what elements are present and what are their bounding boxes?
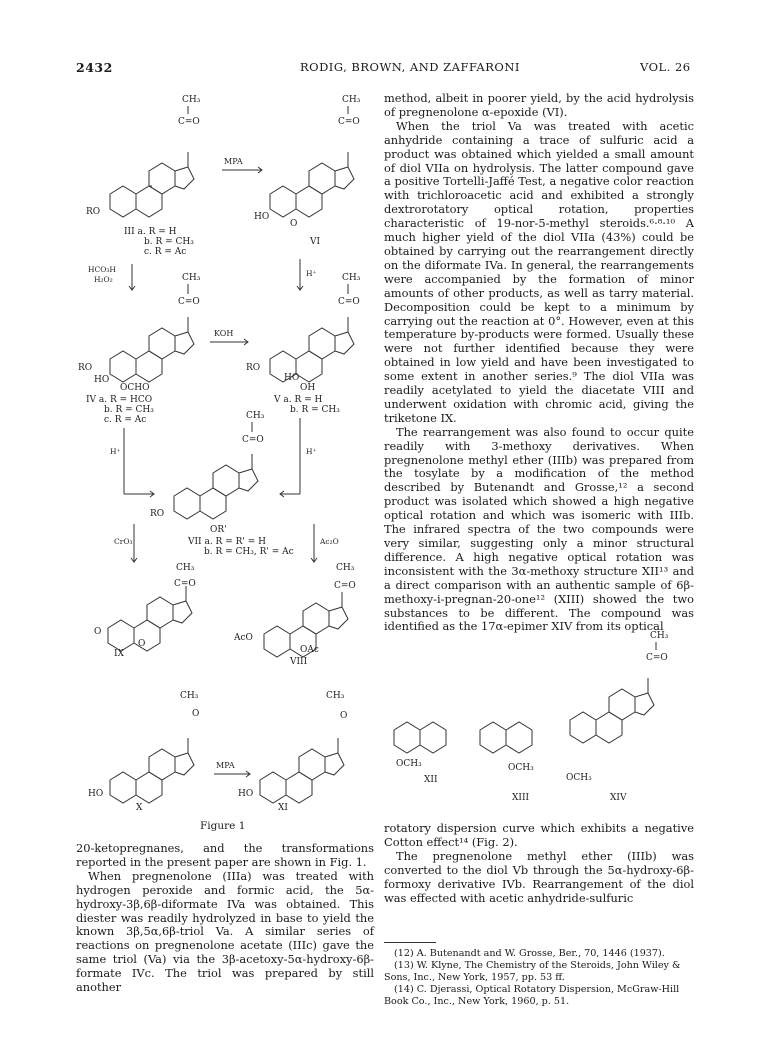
structures-XII-XIV bbox=[384, 620, 694, 820]
oac-label-VIII: OAc bbox=[300, 645, 319, 655]
structure-IX bbox=[108, 586, 192, 651]
label-Vb: b. R = CH₃ bbox=[290, 405, 340, 415]
paragraph: rotatory dispersion curve which exhibits a negative Cotton effect¹⁴ (Fig. 2). bbox=[384, 821, 694, 849]
ro-label-VII: RO bbox=[150, 509, 165, 519]
co-label-VII: C=O bbox=[242, 435, 264, 445]
label-IIIc: c. R = Ac bbox=[144, 247, 187, 257]
o-label-VI: O bbox=[290, 219, 298, 229]
paragraph: When the triol Va was treated with acetic anhydride containing a trace of sulfuric acid a product was obtained which yielded a small amount of diol VIIa on hydrolysis. The latter compound gave a positive Tortelli-Jaffé Test, a negative color reaction with trichloroacetic acid and exhibited a strongly dextrorotatory optical rotation, properties characteristic of 19-nor-5-methyl steroids.⁶·⁸·¹⁰ A much higher yield of the diol VIIa (43%) could be obtained by carrying out the rearrangement directly on the diformate IVa. In general, the rearrangements were accompanied by the formation of minor amounts of other products, as well as tarry material. Decomposition could be kept to a minimum by carrying out the reaction at 0°. However, even at this temperature by-products were formed. Usually these were not further identified because they were obtained in low yield and have been investigated to some extent in another series.⁹ The diol VIIa was readily acetylated to yield the diacetate VIII and underwent oxidation with chromic acid, giving the triketone IX. bbox=[384, 118, 694, 425]
och3-label-XIV: OCH₃ bbox=[566, 773, 592, 783]
footnote: (13) W. Klyne, The Chemistry of the Steroids, John Wiley & Sons, Inc., New York, 1957, pp. 53 ff. bbox=[384, 960, 681, 983]
ho-label-V: HO bbox=[284, 373, 300, 383]
ho-label-IV: HO bbox=[94, 375, 110, 385]
structure-III bbox=[110, 152, 194, 217]
paragraph: The rearrangement was also found to occur quite readily with 3-methoxy derivatives. When pregnenolone methyl ether (IIIb) was prepared from the tosylate by a modification of the method described by Butenandt and Grosse,¹² a second product was isolated which showed a high negative optical rotation and which was isomeric with IIIb. The infrared spectra of the two compounds were very similar, suggesting only a minor structural difference. A high negative optical rotation was inconsistent with the 3α-methoxy structure XII¹³ and a direct comparison with an authentic sample of 6β-methoxy-i-pregnan-20-one¹² (XIII) showed the two substances to be different. The compound was identified as the 17α-epimer XIV from its optical bbox=[384, 424, 694, 634]
ro-label-V: RO bbox=[246, 363, 261, 373]
paragraph: The pregnenolone methyl ether (IIIb) was converted to the diol Vb through the 5α-hydroxy-6β-formoxy derivative IVb. Rearrangement of the diol was effected with acetic anhydride-sulfuric bbox=[384, 848, 694, 905]
co-label-III: C=O bbox=[178, 117, 200, 127]
figure-1-scheme bbox=[74, 84, 374, 814]
label-IIIb: b. R = CH₃ bbox=[144, 237, 194, 247]
o-label-X: O bbox=[192, 709, 200, 719]
structure-XII bbox=[394, 722, 446, 753]
ho-label-VI: HO bbox=[254, 212, 270, 222]
ro-label-III: RO bbox=[86, 207, 101, 217]
ro-label-IV: RO bbox=[78, 363, 93, 373]
ch3-label-X: CH₃ bbox=[180, 691, 199, 701]
figure-caption: Figure 1 bbox=[200, 820, 246, 832]
label-XII: XII bbox=[424, 775, 438, 785]
hco3h-label: HCO₃H bbox=[88, 265, 116, 274]
structure-XIII bbox=[480, 722, 532, 753]
aco-label-VIII: AcO bbox=[234, 633, 253, 643]
ho-label-X: HO bbox=[88, 789, 104, 799]
h2o2-label: H₂O₂ bbox=[94, 275, 113, 284]
och3-label-XIII: OCH₃ bbox=[508, 763, 534, 773]
ch3-label-IV: CH₃ bbox=[182, 273, 201, 283]
mpa-label-2: MPA bbox=[216, 761, 235, 770]
label-X: X bbox=[136, 803, 143, 813]
structure-V bbox=[270, 317, 354, 382]
right-column-text bbox=[384, 92, 694, 634]
ch3-label-XIV: CH₃ bbox=[650, 631, 669, 641]
cro3-label: CrO₃ bbox=[114, 537, 133, 546]
left-bottom-text bbox=[76, 842, 374, 995]
label-IV: IV a. R = HCO bbox=[86, 395, 153, 405]
footnotes bbox=[384, 948, 694, 1008]
o-label-IX-2: O bbox=[138, 639, 146, 649]
label-V: V a. R = H bbox=[274, 395, 323, 405]
ch3-label-III: CH₃ bbox=[182, 95, 201, 105]
hplus-label-3: H⁺ bbox=[306, 447, 317, 456]
mpa-label-1: MPA bbox=[224, 157, 243, 166]
or-label-VII: OR' bbox=[210, 525, 227, 535]
o-label-IX-1: O bbox=[94, 627, 102, 637]
ch3-label-VI: CH₃ bbox=[342, 95, 361, 105]
footnote-rule bbox=[384, 942, 436, 943]
structure-IV bbox=[110, 317, 194, 382]
label-III: III a. R = H bbox=[124, 227, 177, 237]
ch3-label-V: CH₃ bbox=[342, 273, 361, 283]
structure-XI bbox=[260, 738, 344, 803]
structure-VI bbox=[270, 152, 354, 217]
running-title: RODIG, BROWN, AND ZAFFARONI bbox=[300, 60, 520, 74]
ch3-label-IX: CH₃ bbox=[176, 563, 195, 573]
label-VI: VI bbox=[310, 237, 321, 247]
footnote: (12) A. Butenandt and W. Grosse, Ber., 70, 1446 (1937). bbox=[394, 948, 665, 959]
page-number: 2432 bbox=[76, 60, 113, 75]
hplus-label-2: H⁺ bbox=[110, 447, 121, 456]
co-label-IV: C=O bbox=[178, 297, 200, 307]
footnote: (14) C. Djerassi, Optical Rotatory Dispersion, McGraw-Hill Book Co., Inc., New York, 1960, p. 51. bbox=[384, 984, 680, 1007]
label-XIV: XIV bbox=[610, 793, 627, 803]
label-XIII: XIII bbox=[512, 793, 530, 803]
co-label-V: C=O bbox=[338, 297, 360, 307]
label-IVc: c. R = Ac bbox=[104, 415, 147, 425]
structure-XIV bbox=[570, 678, 654, 743]
co-label-VI: C=O bbox=[338, 117, 360, 127]
co-label-XIV: C=O bbox=[646, 653, 668, 663]
ho-label-XI: HO bbox=[238, 789, 254, 799]
ac2o-label: Ac₂O bbox=[320, 537, 339, 546]
ocho-label-IV: OCHO bbox=[120, 383, 150, 393]
ch3-label-VII: CH₃ bbox=[246, 411, 265, 421]
koh-label: KOH bbox=[214, 329, 234, 338]
ch3-label-XI: CH₃ bbox=[326, 691, 345, 701]
structure-VII bbox=[174, 454, 258, 519]
label-VIII: VIII bbox=[290, 657, 308, 667]
right-bottom-text bbox=[384, 822, 694, 905]
label-XI: XI bbox=[278, 803, 288, 813]
o-label-XI: O bbox=[340, 711, 348, 721]
label-VIIb: b. R = CH₃, R' = Ac bbox=[204, 547, 294, 557]
paragraph: method, albeit in poorer yield, by the acid hydrolysis of pregnenolone α-epoxide (VI). bbox=[384, 91, 694, 119]
volume-label: VOL. 26 bbox=[640, 60, 691, 74]
hplus-label-1: H⁺ bbox=[306, 269, 317, 278]
oh-label-V: OH bbox=[300, 383, 316, 393]
paragraph: 20-ketopregnanes, and the transformations reported in the present paper are shown in Fig. 1. bbox=[76, 841, 374, 869]
co-label-VIII: C=O bbox=[334, 581, 356, 591]
label-IX: IX bbox=[114, 649, 124, 659]
ch3-label-VIII: CH₃ bbox=[336, 563, 355, 573]
paragraph: When pregnenolone (IIIa) was treated with hydrogen peroxide and formic acid, the 5α-hydroxy-3β,6β-diformate IVa was obtained. This diester was readily hydrolyzed in base to yield the known 3β,5α,6β-triol Va. A similar series of reactions on pregnenolone acetate (IIIc) gave the same triol (Va) via the 3β-acetoxy-5α-hydroxy-6β-formate IVc. The triol was prepared by still another bbox=[76, 868, 374, 995]
co-label-IX: C=O bbox=[174, 579, 196, 589]
structure-X bbox=[110, 738, 194, 803]
label-VII: VII a. R = R' = H bbox=[188, 537, 266, 547]
label-IVb: b. R = CH₃ bbox=[104, 405, 154, 415]
och3-label-XII: OCH₃ bbox=[396, 759, 422, 769]
